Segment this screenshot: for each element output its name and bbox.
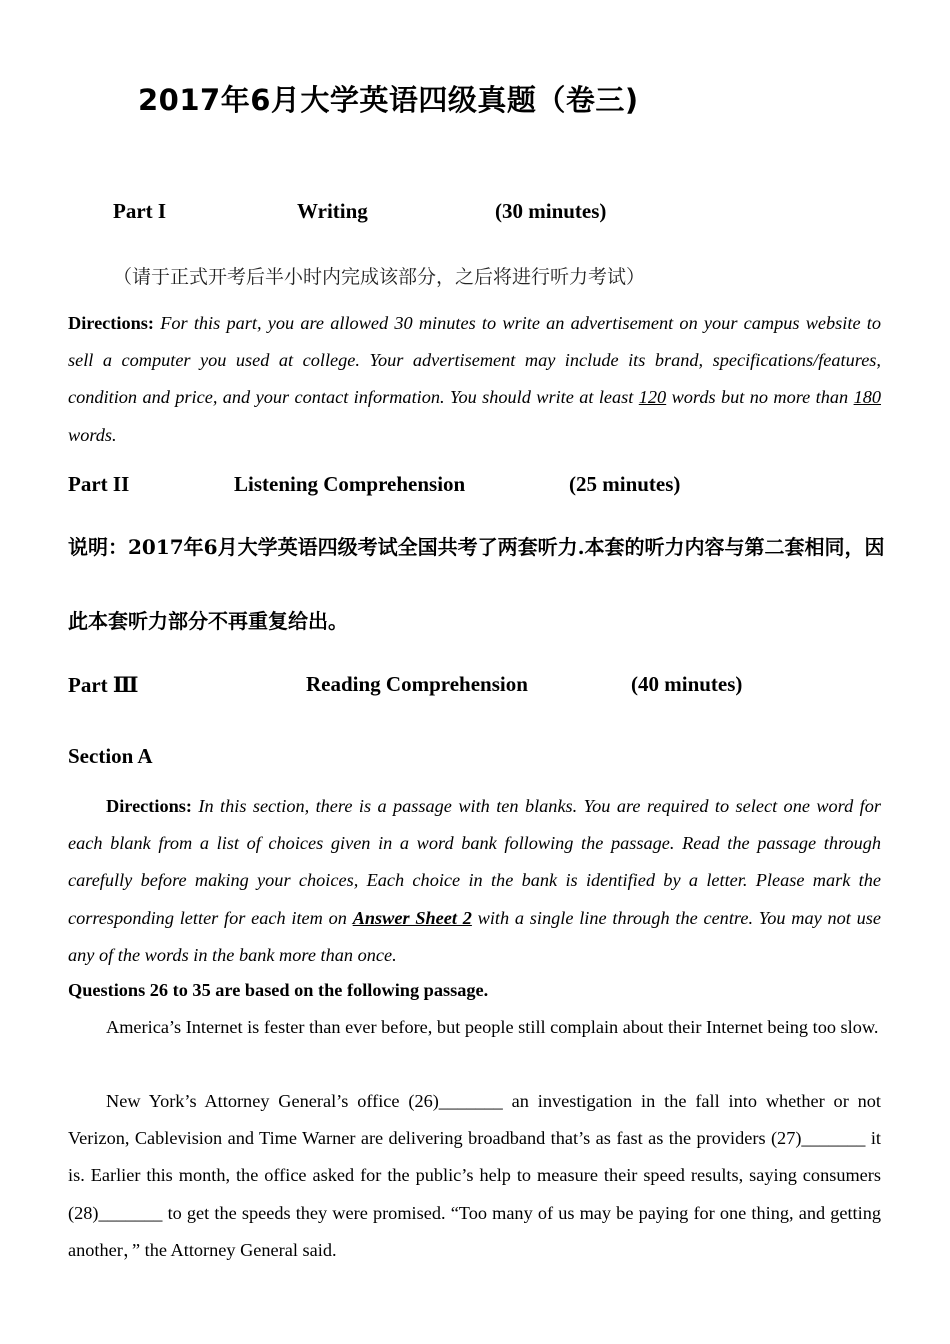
- part1-label: Part I: [113, 199, 167, 223]
- part1-directions: [68, 305, 881, 454]
- part3-directions-text-2: with a single line through the centre. You may not use any of the words in the bank more than once.: [68, 907, 881, 965]
- part3-directions-label: Directions:: [106, 796, 192, 816]
- part1-time: (30 minutes): [495, 199, 607, 223]
- part1-note: （请于正式开考后半小时内完成该部分，之后将进行听力考试）: [113, 266, 646, 288]
- part1-directions-label: Directions:: [68, 313, 154, 333]
- part1-directions-text-1: For this part, you are allowed 30 minutes to write an advertisement on your campus website to sell a computer you used at college. Your advertisement may include its brand, specifications/features, condition and price, and your contact information. You should write at least: [68, 313, 881, 408]
- part1-max-words: 180: [853, 387, 881, 408]
- part1-min-words: 120: [638, 387, 667, 408]
- part1-directions-text-2: words but no more than: [666, 387, 854, 408]
- part2-note: 说明：2017年6月大学英语四级考试全国共考了两套听力.本套的听力内容与第二套相同，因此本套听力部分不再重复给出。: [68, 535, 885, 633]
- part3-directions-text-1: In this section, there is a passage with ten blanks. You are required to select one word for each blank from a list of choices given in a word bank following the passage. Read the passage through carefully before making your choices, Each choice in the bank is identified by a letter. Please mark the corresponding letter for each item on: [68, 796, 881, 928]
- part2-label: Part II: [68, 472, 130, 496]
- section-a-heading: Section A: [68, 744, 153, 768]
- passage-paragraph-2: New York’s Attorney General’s office (26)_______ an investigation in the fall into whether or not Verizon, Cablevision and Time Warner are delivering broadband that’s as fast as the providers (27)_______ it is. Earlier this month, the office asked for the public’s help to measure their speed results, saying consumers (28)_______ to get the speeds they were promised. “Too many of us may be paying for one thing, and getting another，” the Attorney General said.: [68, 1091, 881, 1260]
- questions-heading: Questions 26 to 35 are based on the following passage.: [68, 980, 489, 1000]
- part1-name: Writing: [297, 199, 368, 223]
- part2-time: (25 minutes): [569, 472, 681, 496]
- answer-sheet-ref: Answer Sheet 2: [352, 907, 472, 928]
- part3-label: Part Ⅲ: [68, 673, 139, 697]
- part3-directions: [68, 788, 881, 974]
- part2-name: Listening Comprehension: [234, 472, 466, 496]
- part3-name: Reading Comprehension: [306, 672, 528, 696]
- part3-time: (40 minutes): [631, 672, 743, 696]
- page-title: 2017年6月大学英语四级真题（卷三): [138, 83, 639, 117]
- passage-paragraph-1: America’s Internet is fester than ever before, but people still complain about their Internet being too slow.: [106, 1017, 879, 1037]
- part1-directions-text-3: words.: [68, 424, 117, 445]
